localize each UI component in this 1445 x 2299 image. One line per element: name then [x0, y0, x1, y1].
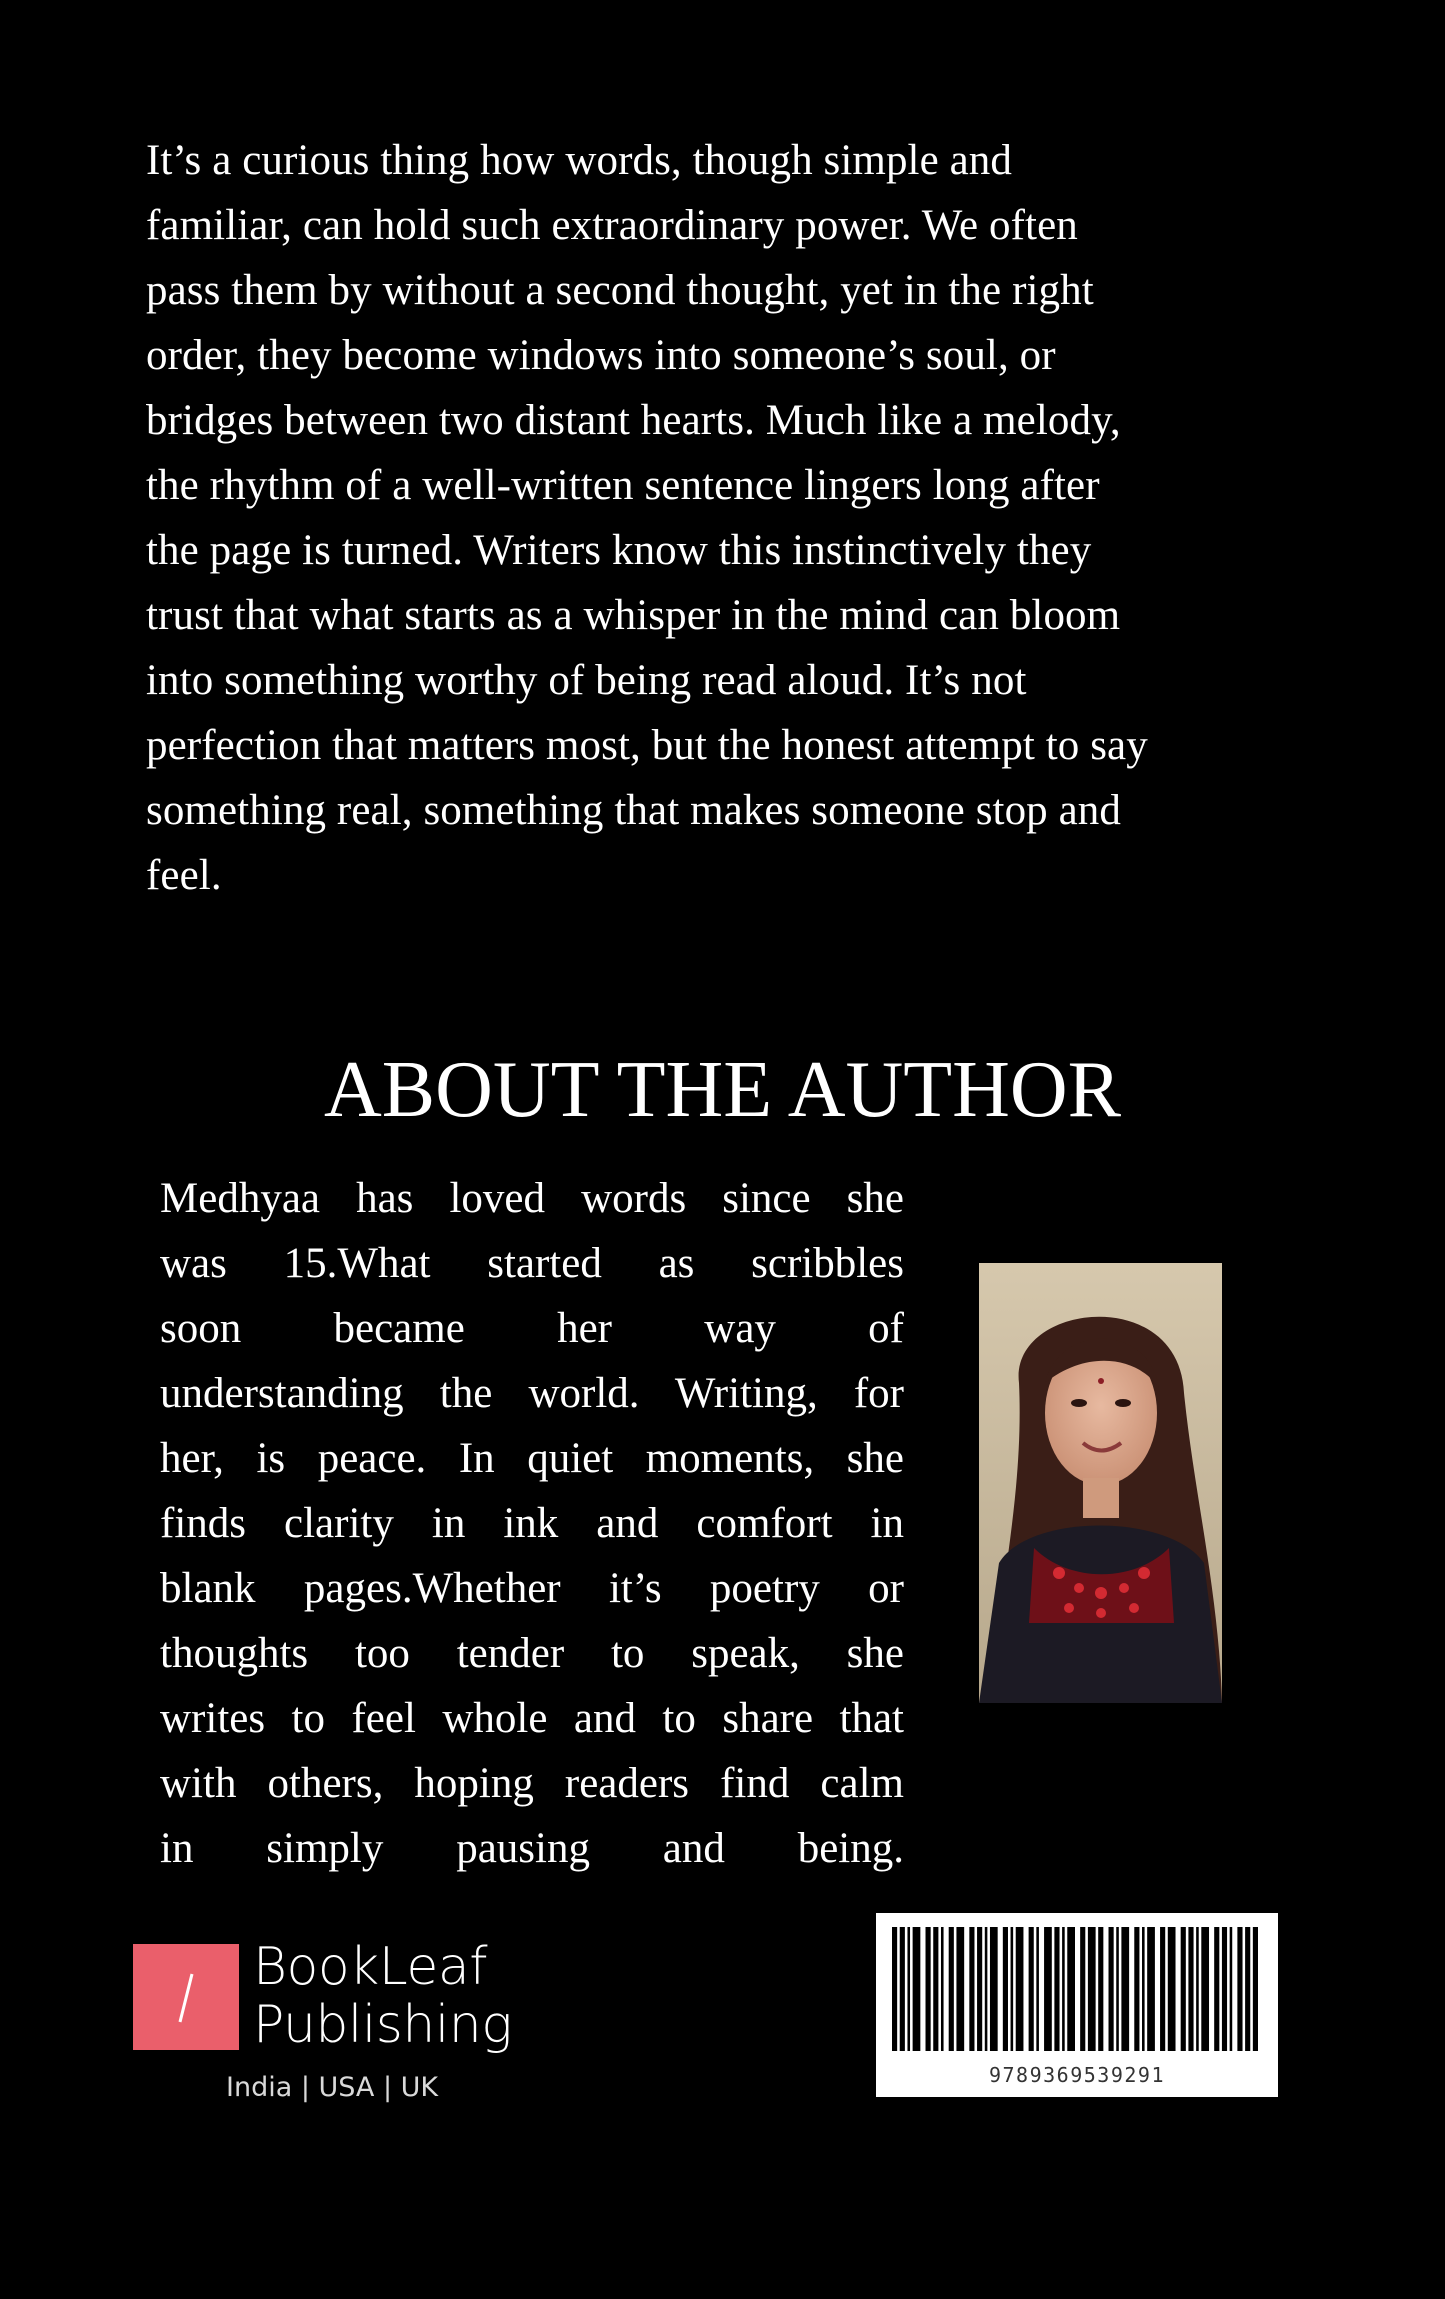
- blurb-line: into something worthy of being read aloud. It’s not: [146, 657, 1027, 704]
- barcode-bar: [1121, 1927, 1129, 2051]
- barcode-bar: [941, 1927, 944, 2051]
- author-bio-line: blank pages.Whether it’s poetry or: [160, 1565, 904, 1612]
- barcode-bar: [1029, 1927, 1034, 2051]
- blurb-line: bridges between two distant hearts. Much like a melody,: [146, 397, 1121, 444]
- publisher-logo: [133, 1938, 563, 2118]
- blurb-line: the page is turned. Writers know this instinctively they: [146, 527, 1092, 574]
- blurb-line: something real, something that makes someone stop and: [146, 787, 1122, 834]
- barcode-bar: [900, 1927, 905, 2051]
- blurb-line: the rhythm of a well-written sentence lingers long after: [146, 462, 1100, 509]
- about-author-heading: ABOUT THE AUTHOR: [323, 1046, 1122, 1134]
- barcode-bars: [890, 1927, 1264, 2055]
- barcode-bar: [1181, 1927, 1186, 2051]
- blurb-line: It’s a curious thing how words, though simple and: [146, 137, 1013, 184]
- blurb-line: pass them by without a second thought, yet in the right: [146, 267, 1094, 314]
- barcode-bar: [1134, 1927, 1139, 2051]
- barcode-bar: [1201, 1927, 1209, 2051]
- barcode-bar: [1003, 1927, 1008, 2051]
- barcode-bar: [1253, 1927, 1258, 2051]
- barcode-bar: [1196, 1927, 1199, 2051]
- blurb-line: perfection that matters most, but the honest attempt to say: [146, 722, 1148, 769]
- barcode-bar: [1245, 1927, 1250, 2051]
- barcode-bar: [985, 1927, 988, 2051]
- barcode-bar: [1044, 1927, 1052, 2051]
- barcode-bar: [1080, 1927, 1085, 2051]
- barcode-bar: [1116, 1927, 1119, 2051]
- author-bio-line: was 15.What started as scribbles: [160, 1240, 904, 1287]
- barcode-bar: [1109, 1927, 1114, 2051]
- barcode-bar: [933, 1927, 938, 2051]
- barcode-bar: [1147, 1927, 1155, 2051]
- barcode-bar: [1098, 1927, 1103, 2051]
- barcode-bar: [1067, 1927, 1075, 2051]
- blurb-line: familiar, can hold such extraordinary power. We often: [146, 202, 1078, 249]
- barcode-bar: [1168, 1927, 1176, 2051]
- barcode-bar: [913, 1927, 921, 2051]
- author-bio: [160, 1166, 904, 1881]
- barcode-bar: [1062, 1927, 1065, 2051]
- barcode-bar: [1214, 1927, 1219, 2051]
- barcode-bar: [1188, 1927, 1193, 2051]
- barcode-bar: [956, 1927, 964, 2051]
- publisher-regions: India | USA | UK: [226, 2072, 439, 2103]
- barcode-bar: [926, 1927, 931, 2051]
- barcode-bar: [907, 1927, 910, 2051]
- barcode-bar: [1230, 1927, 1233, 2051]
- author-bio-line: in simply pausing and being.: [160, 1825, 904, 1872]
- blurb-line: trust that what starts as a whisper in the mind can bloom: [146, 592, 1121, 639]
- barcode-bar: [990, 1927, 998, 2051]
- author-bio-line: understanding the world. Writing, for: [160, 1370, 904, 1417]
- blurb-line: order, they become windows into someone’s soul, or: [146, 332, 1056, 379]
- barcode-bar: [1036, 1927, 1039, 2051]
- author-bio-line: thoughts too tender to speak, she: [160, 1630, 904, 1677]
- barcode-bar: [1237, 1927, 1242, 2051]
- author-bio-line: writes to feel whole and to share that: [160, 1695, 904, 1742]
- publisher-logo-mark: [133, 1944, 239, 2050]
- back-cover-blurb: [146, 128, 1306, 908]
- isbn-barcode: [876, 1913, 1278, 2097]
- slash-icon: [133, 1944, 239, 2050]
- barcode-bar: [1142, 1927, 1145, 2051]
- barcode-bar: [969, 1927, 974, 2051]
- author-bio-line: her, is peace. In quiet moments, she: [160, 1435, 904, 1482]
- barcode-bar: [1054, 1927, 1059, 2051]
- barcode-bar: [1160, 1927, 1165, 2051]
- publisher-name-line1: BookLeaf: [253, 1937, 488, 1997]
- blurb-line: feel.: [146, 852, 222, 899]
- publisher-name: [253, 1938, 512, 2054]
- author-bio-line: with others, hoping readers find calm: [160, 1760, 904, 1807]
- author-photo: [979, 1263, 1222, 1703]
- author-bio-line: finds clarity in ink and comfort in: [160, 1500, 904, 1547]
- author-bio-line: soon became her way of: [160, 1305, 904, 1352]
- barcode-bar: [1011, 1927, 1014, 2051]
- publisher-name-line2: Publishing: [253, 1995, 512, 2055]
- barcode-bar: [1088, 1927, 1096, 2051]
- barcode-bar: [977, 1927, 982, 2051]
- barcode-bar: [892, 1927, 897, 2051]
- barcode-bar: [1222, 1927, 1227, 2051]
- isbn-number: 9789369539291: [988, 2063, 1166, 2087]
- barcode-bar: [949, 1927, 954, 2051]
- barcode-bar: [1016, 1927, 1024, 2051]
- author-bio-line: Medhyaa has loved words since she: [160, 1175, 904, 1222]
